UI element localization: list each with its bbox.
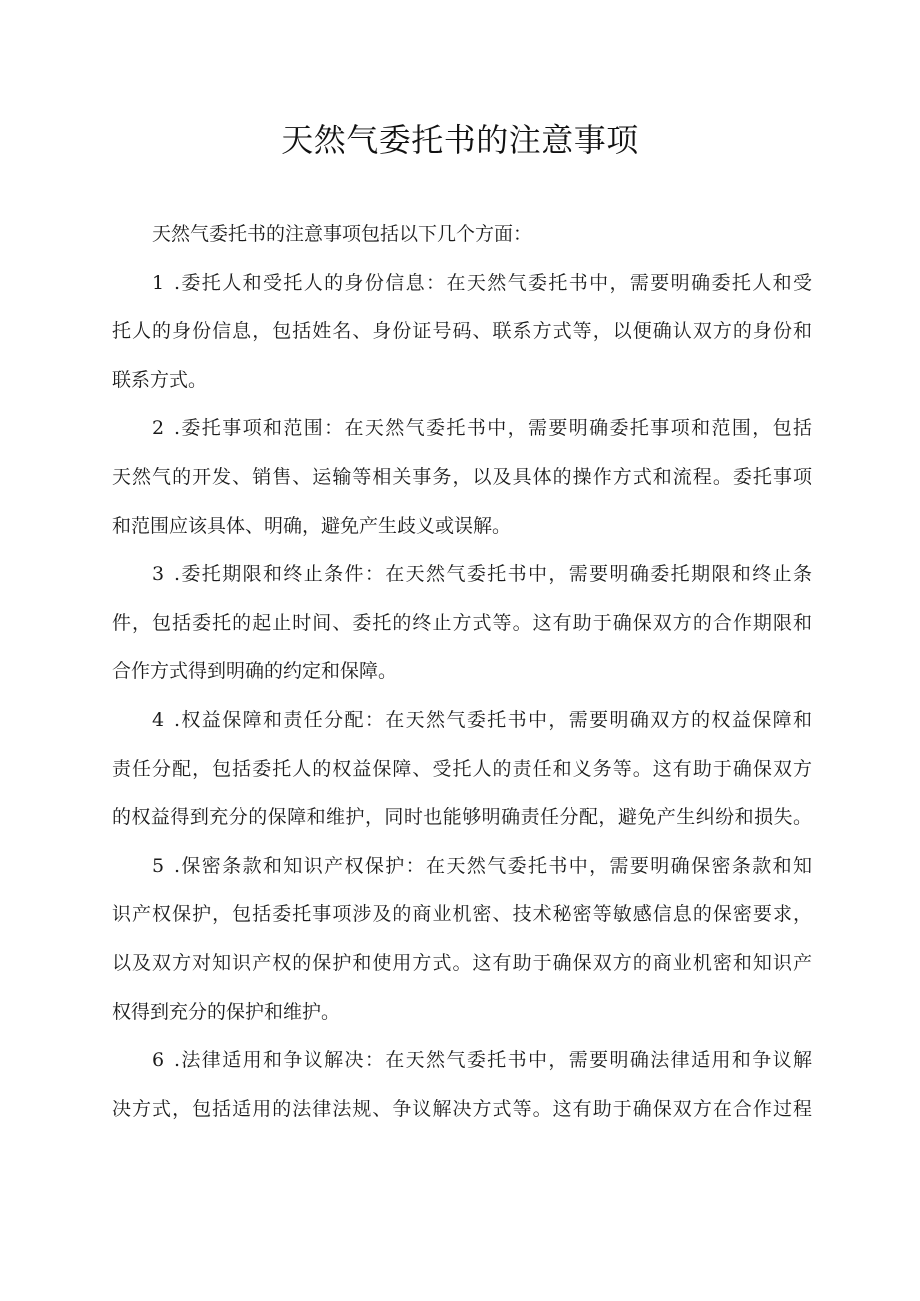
item-1-line-3: 联系方式。 [112, 368, 208, 391]
item-text: .委托事项和范围：在天然气委托书中，需要明确委托事项和范围，包括 [174, 417, 812, 440]
item-number: 6 [152, 1049, 165, 1072]
item-5-line-2: 识产权保护，包括委托事项涉及的商业机密、技术秘密等敏感信息的保密要求， [112, 903, 812, 926]
item-number: 5 [152, 854, 165, 877]
item-text: .法律适用和争议解决：在天然气委托书中，需要明确法律适用和争议解 [174, 1049, 812, 1072]
item-number: 2 [152, 417, 165, 440]
document-body [112, 210, 812, 1133]
item-number: 1 [152, 271, 165, 294]
item-6-line-2: 决方式，包括适用的法律法规、争议解决方式等。这有助于确保双方在合作过程 [112, 1097, 812, 1120]
item-4-line-3: 的权益得到充分的保障和维护，同时也能够明确责任分配，避免产生纠纷和损失。 [112, 806, 812, 829]
item-2-line-2: 天然气的开发、销售、运输等相关事务，以及具体的操作方式和流程。委托事项 [112, 465, 812, 488]
item-5-line-3: 以及双方对知识产权的保护和使用方式。这有助于确保双方的商业机密和知识产 [112, 951, 812, 974]
item-3-line-2: 件，包括委托的起止时间、委托的终止方式等。这有助于确保双方的合作期限和 [112, 611, 812, 634]
item-4-line-1 [112, 696, 812, 745]
item-number: 4 [152, 708, 165, 731]
item-5-line-4: 权得到充分的保护和维护。 [112, 1000, 341, 1023]
item-text: .委托期限和终止条件：在天然气委托书中，需要明确委托期限和终止条 [174, 563, 812, 586]
item-text: .保密条款和知识产权保护：在天然气委托书中，需要明确保密条款和知 [174, 854, 812, 877]
item-1-line-2: 托人的身份信息，包括姓名、身份证号码、联系方式等，以便确认双方的身份和 [112, 320, 812, 343]
item-2-line-3: 和范围应该具体、明确，避免产生歧义或误解。 [112, 514, 512, 537]
item-4-line-2: 责任分配，包括委托人的权益保障、受托人的责任和义务等。这有助于确保双方 [112, 757, 812, 780]
page-title: 天然气委托书的注意事项 [281, 121, 639, 159]
item-1-line-1 [112, 259, 812, 308]
item-number: 3 [152, 563, 165, 586]
item-text: .委托人和受托人的身份信息：在天然气委托书中，需要明确委托人和受 [174, 271, 812, 294]
item-3-line-3: 合作方式得到明确的约定和保障。 [112, 660, 398, 683]
item-5-line-1 [112, 842, 812, 891]
intro-paragraph: 天然气委托书的注意事项包括以下几个方面： [152, 223, 533, 245]
item-3-line-1 [112, 550, 812, 599]
item-6-line-1 [112, 1036, 812, 1085]
item-2-line-1 [112, 404, 812, 453]
item-text: .权益保障和责任分配：在天然气委托书中，需要明确双方的权益保障和 [174, 708, 812, 731]
